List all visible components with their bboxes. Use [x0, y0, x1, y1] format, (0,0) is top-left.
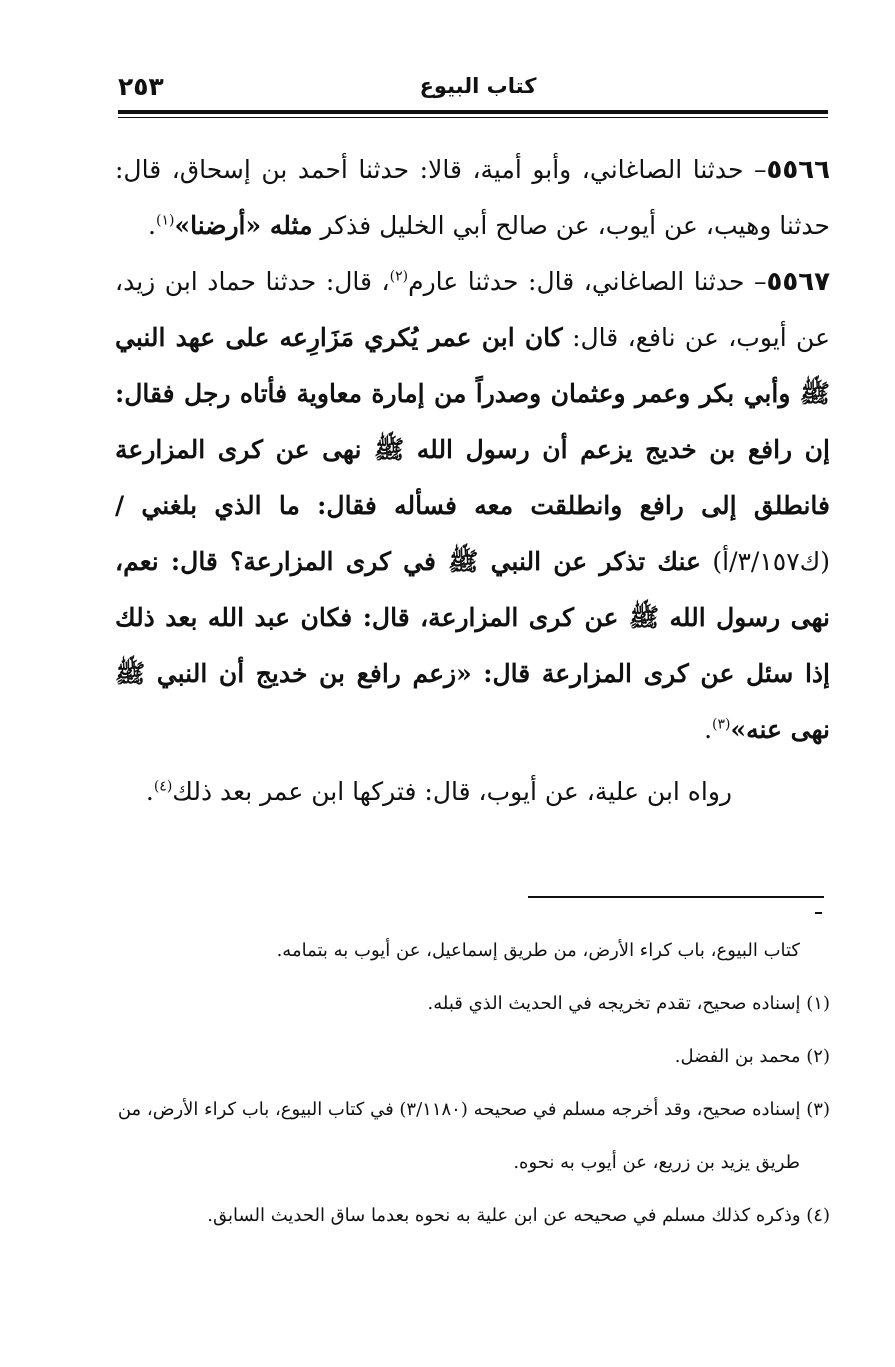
page-header — [118, 72, 828, 108]
footnote-separator — [528, 896, 824, 898]
hadith-matn: كان ابن عمر يُكري مَزَارِعه على عهد النبي ﷺ وأبي بكر وعمر وعثمان وصدراً من إمارة معاوية فأتاه رجل فقال: إن رافع بن خديج يزعم أن رسول الله ﷺ نهى عن كرى المزارعة فانطلق إلى رافع وانطلقت معه فسأله فقال: ما الذي بلغني / — [115, 323, 830, 520]
bold-text: مثله — [269, 211, 313, 240]
footnote-1: (١) إسناده صحيح، تقدم تخريجه في الحديث الذي قبله. — [427, 993, 830, 1014]
page-number: ٢٥٣ — [118, 72, 164, 101]
quoted-word: «أرضنا» — [174, 211, 270, 240]
hadith-matn: عنك تذكر عن النبي ﷺ في كرى المزارعة؟ قال: نعم، نهى رسول الله ﷺ عن كرى المزارعة، قال: فكان عبد الله بعد ذلك إذا سئل عن كرى المزارعة قال: «زعم رافع بن خديج أن النبي ﷺ نهى عنه» — [115, 547, 830, 744]
sentence-end: . — [704, 715, 713, 744]
main-text — [115, 142, 830, 820]
hadith-5566 — [115, 142, 830, 254]
hadith-number: ٥٥٦٧ — [766, 267, 831, 297]
sentence-end: . — [145, 777, 154, 806]
footnote-2: (٢) محمد بن الفضل. — [674, 1046, 830, 1067]
sentence-end: . — [148, 211, 156, 240]
running-title: كتاب البيوع — [419, 74, 537, 98]
hadith-number: ٥٥٦٦ — [766, 155, 830, 185]
hadith-5567 — [115, 254, 830, 758]
footnote-carryover: كتاب البيوع، باب كراء الأرض، من طريق إسماعيل، عن أيوب به بتمامه. — [276, 940, 800, 961]
hadith-text: – حدثنا الصاغاني، قال: حدثنا عارم — [408, 267, 767, 296]
hadith-text: ، قال: حدثنا حماد ابن زيد، عن أيوب، عن نافع، قال: — [115, 267, 830, 352]
footnote-3: (٣) إسناده صحيح، وقد أخرجه مسلم في صحيحه (٣/١١٨٠) في كتاب البيوع، باب كراء الأرض، من طريق يزيد بن زريع، عن أيوب به نحوه. — [117, 1099, 830, 1173]
header-rule-thick — [118, 110, 828, 114]
footnote-ref[interactable]: (٤) — [153, 778, 173, 795]
riwaya-note — [115, 764, 830, 820]
footnote-4: (٤) وذكره كذلك مسلم في صحيحه عن ابن علية به نحوه بعدما ساق الحديث السابق. — [207, 1205, 830, 1226]
riwaya-text: رواه ابن علية، عن أيوب، قال: فتركها ابن عمر بعد ذلك — [172, 777, 732, 806]
manuscript-ref: (ك٣/١٥٧/أ) — [700, 547, 830, 576]
hadith-text: – حدثنا الصاغاني، وأبو أمية، قالا: حدثنا أحمد بن إسحاق، قال: حدثنا وهيب، عن أيوب، عن صالح أبي الخليل فذكر — [115, 155, 830, 240]
footnote-ref[interactable]: (٣) — [712, 716, 731, 733]
footnotes — [115, 924, 830, 1242]
header-rule-thin — [118, 117, 828, 118]
footnote-ref[interactable]: (٢) — [389, 268, 409, 285]
footnote-ref[interactable]: (١) — [156, 212, 175, 229]
footnote-continuation-mark — [815, 912, 822, 914]
